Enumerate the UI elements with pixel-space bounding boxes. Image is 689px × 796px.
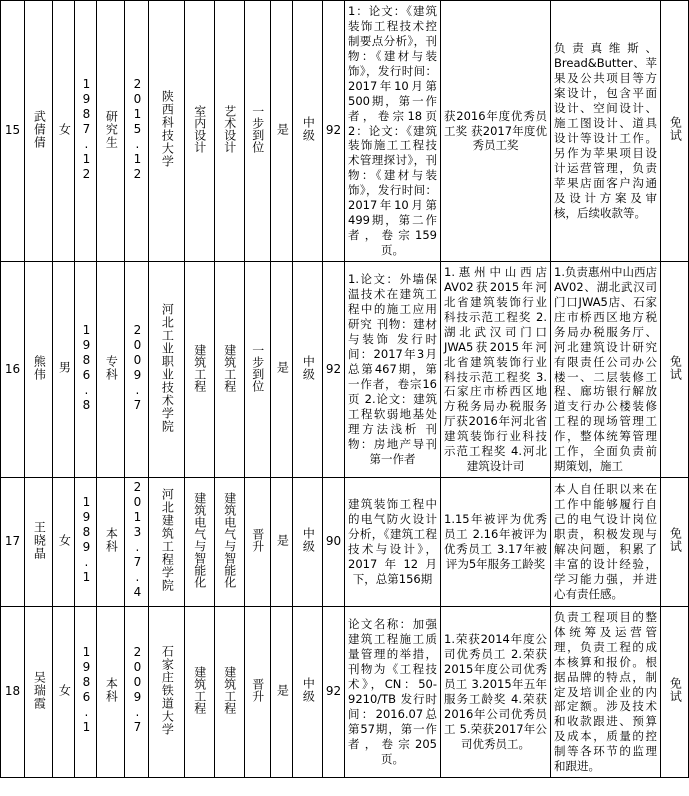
cell-exam: 免试 bbox=[661, 606, 689, 777]
table-row bbox=[1, 606, 689, 777]
cell-grad-year: 2009.7 bbox=[125, 261, 149, 477]
cell-birth: 1987.12 bbox=[75, 1, 97, 262]
cell-awards: 1.荣获2014年度公司优秀员工 2.荣获2015年度公司优秀员工 3.2015年五年服务工龄奖 4.荣获2016年公司优秀员工 5.荣获2017年公司优秀员工。 bbox=[441, 606, 551, 777]
cell-seq: 16 bbox=[1, 261, 25, 477]
cell-performance: 负责真维斯、Bread&Butter、苹果及公共项目等方案设计，包含平面设计、空间设计、施工图设计、道具设计等设计工作。另作为苹果项目设计运营管理，负责苹果店面客户沟通及设计方案及审核，后续收款等。 bbox=[551, 1, 661, 262]
cell-job: 建筑电气与智能化 bbox=[215, 478, 245, 607]
cell-exam: 免试 bbox=[661, 478, 689, 607]
cell-papers: 论文名称：加强建筑工程施工质量管理的举措，刊物为《工程技术》，CN：50-9210/TB 发行时间：2016.07总第57期，第一作者，卷宗205页。 bbox=[345, 606, 441, 777]
cell-birth: 1989.1 bbox=[75, 478, 97, 607]
cell-title: 中级 bbox=[293, 478, 323, 607]
cell-job: 建筑工程 bbox=[215, 261, 245, 477]
cell-match: 一步到位 bbox=[245, 1, 271, 262]
cell-name: 吴瑞霞 bbox=[25, 606, 53, 777]
cell-match: 一步到位 bbox=[245, 261, 271, 477]
cell-school: 陕西科技大学 bbox=[149, 1, 185, 262]
cell-awards: 1.15年被评为优秀员工 2.16年被评为优秀员工 3.17年被评为5年服务工龄奖 bbox=[441, 478, 551, 607]
cell-gender: 女 bbox=[53, 478, 75, 607]
cell-is-yes: 是 bbox=[271, 478, 293, 607]
cell-school: 河北工业职业技术学院 bbox=[149, 261, 185, 477]
cell-awards: 1.惠州中山西店AV02获2015年河北省建筑装饰行业科技示范工程奖 2.湖北武汉司门口JWA5获2015年河北省建筑装饰行业科技示范工程奖 3.石家庄市桥西区地方税务局办税服务厅获2016年河北省建筑装饰行业科技示范工程奖 4.河北建筑设计司 bbox=[441, 261, 551, 477]
cell-birth: 1986.8 bbox=[75, 261, 97, 477]
table-row bbox=[1, 1, 689, 262]
cell-education: 本科 bbox=[97, 478, 125, 607]
cell-title: 中级 bbox=[293, 261, 323, 477]
cell-papers: 1.论文：外墙保温技术在建筑工程中的施工应用研究 刊物：建材与装饰 发行时间：2017年3月总第467期，第一作者，卷宗16页 2.论文：建筑工程软弱地基处理方法浅析 刊物：房地产导刊 第一作者 bbox=[345, 261, 441, 477]
cell-papers: 1：论文：《建筑装饰工程技术控制要点分析》，刊物：《建材与装饰》，发行时间：2017年10月第500期，第一作者，卷宗18页 2：论文：《建筑装饰施工工程技术管理探讨》，刊物：《建材与装饰》，发行时间：2017年10月第499期，第二作者，卷宗159页。 bbox=[345, 1, 441, 262]
cell-major: 建筑工程 bbox=[185, 261, 215, 477]
cell-gender: 女 bbox=[53, 1, 75, 262]
cell-awards: 获2016年度优秀员工奖 获2017年度优秀员工奖 bbox=[441, 1, 551, 262]
cell-education: 专科 bbox=[97, 261, 125, 477]
cell-title: 中级 bbox=[293, 606, 323, 777]
cell-performance: 1.负责惠州中山西店AV02、湖北武汉司门口JWA5店、石家庄市桥西区地方税务局办税服务厅、河北建筑设计研究有限责任公司办公楼一、二层装修工程、廊坊银行解放道支行办公楼装修工程的现场管理工作，整体统筹管理工作，全面负责前期策划，施工 bbox=[551, 261, 661, 477]
table-row bbox=[1, 261, 689, 477]
cell-performance: 负责工程项目的整体统筹及运营管理，负责工程的成本核算和报价。根据品牌的特点，制定及培训企业的内部定额。涉及技术和收款跟进、预算及成本，质量的控制等各环节的监理和跟进。 bbox=[551, 606, 661, 777]
cell-score: 90 bbox=[323, 478, 345, 607]
cell-title: 中级 bbox=[293, 1, 323, 262]
cell-major: 建筑工程 bbox=[185, 606, 215, 777]
cell-seq: 18 bbox=[1, 606, 25, 777]
cell-major: 建筑电气与智能化 bbox=[185, 478, 215, 607]
cell-score: 92 bbox=[323, 1, 345, 262]
cell-name: 武倩倩 bbox=[25, 1, 53, 262]
cell-performance: 本人自任职以来在工作中能够履行自己的电气设计岗位职责，积极发现与解决问题，积累了丰富的设计经验，学习能力强，并进心有责任感。 bbox=[551, 478, 661, 607]
cell-education: 研究生 bbox=[97, 1, 125, 262]
cell-score: 92 bbox=[323, 261, 345, 477]
cell-grad-year: 2013.7.4 bbox=[125, 478, 149, 607]
cell-birth: 1986.1 bbox=[75, 606, 97, 777]
cell-match: 晋升 bbox=[245, 478, 271, 607]
cell-is-yes: 是 bbox=[271, 1, 293, 262]
cell-education: 本科 bbox=[97, 606, 125, 777]
cell-score: 92 bbox=[323, 606, 345, 777]
cell-major: 室内设计 bbox=[185, 1, 215, 262]
cell-is-yes: 是 bbox=[271, 261, 293, 477]
cell-school: 河北建筑工程学院 bbox=[149, 478, 185, 607]
cell-seq: 17 bbox=[1, 478, 25, 607]
cell-name: 王晓晶 bbox=[25, 478, 53, 607]
cell-name: 熊伟 bbox=[25, 261, 53, 477]
cell-gender: 男 bbox=[53, 261, 75, 477]
cell-papers: 建筑装饰工程中的电气防火设计分析，《建筑工程技术与设计》，2017年12月下，总第156期 bbox=[345, 478, 441, 607]
cell-grad-year: 2009.7 bbox=[125, 606, 149, 777]
table-row bbox=[1, 478, 689, 607]
cell-school: 石家庄铁道大学 bbox=[149, 606, 185, 777]
cell-job: 艺术设计 bbox=[215, 1, 245, 262]
cell-gender: 女 bbox=[53, 606, 75, 777]
cell-exam: 免试 bbox=[661, 1, 689, 262]
cell-job: 建筑工程 bbox=[215, 606, 245, 777]
cell-exam: 免试 bbox=[661, 261, 689, 477]
cell-is-yes: 是 bbox=[271, 606, 293, 777]
cell-match: 晋升 bbox=[245, 606, 271, 777]
cell-grad-year: 2015.12 bbox=[125, 1, 149, 262]
cell-seq: 15 bbox=[1, 1, 25, 262]
